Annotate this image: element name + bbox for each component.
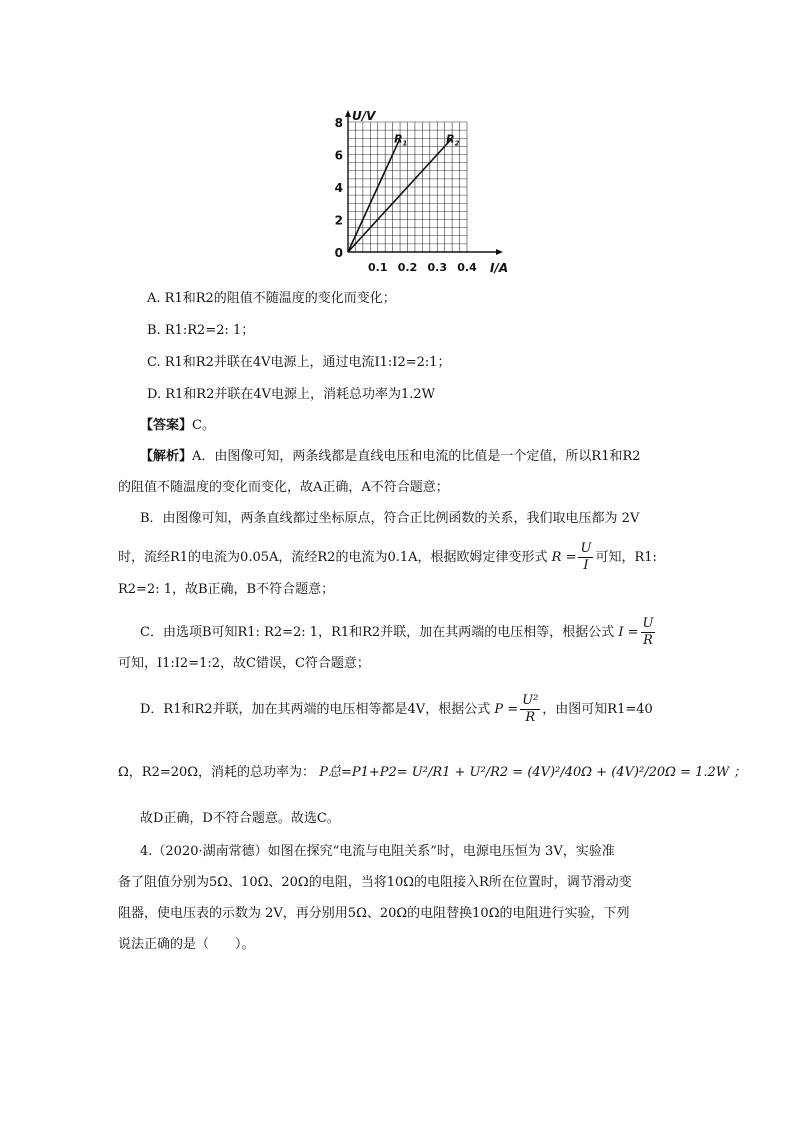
- question4-text1: 4.（2020·湖南常德）如图在探究“电流与电阻关系”时，电源电压恒为 3V，实验准: [140, 844, 615, 859]
- analysis-a-line2: [118, 478, 449, 498]
- current-formula-den: R: [643, 633, 653, 648]
- series-label-r2: $R_2$: [446, 132, 460, 148]
- current-formula-fraction: [641, 616, 656, 649]
- y-axis-arrow: [345, 110, 351, 117]
- total-power-formula: P总=P1+P2= U²/R1 + U²/R2 = (4V)²/40Ω + (4V)²/20Ω = 1.2W ；: [319, 765, 747, 780]
- analysis-b-line1: [140, 509, 639, 529]
- analysis-d-text1-pre: D．R1和R2并联，加在其两端的电压相等都是4V，根据公式: [140, 702, 491, 717]
- question4-text4: 说法正确的是（ ）。: [118, 937, 255, 952]
- series-label-sub: 2: [454, 139, 460, 148]
- y-tick-label: 6: [334, 148, 343, 163]
- analysis-d-conclusion: [140, 809, 340, 829]
- analysis-d-text1-post: ，由图可知R1=40: [542, 702, 653, 717]
- answer-label: 【答案】: [140, 418, 193, 433]
- ohm-formula-lhs: R =: [551, 550, 577, 565]
- question4-line2: [118, 873, 632, 893]
- analysis-a-text1: A．由图像可知，两条线都是直线电压和电流的比值是一个定值，所以R1和R2: [192, 449, 641, 464]
- graph-axes: [345, 110, 503, 255]
- power-formula-fraction: [520, 693, 540, 726]
- y-tick-label: 0: [334, 246, 343, 260]
- option-a-text: A. R1和R2的阻值不随温度的变化而变化；: [147, 291, 396, 306]
- analysis-d-conclusion-text: 故D正确，D不符合题意。故选C。: [140, 811, 340, 826]
- x-tick-label: 0.1: [368, 261, 388, 274]
- analysis-c-text1-pre: C．由选项B可知R1: R2=2: 1，R1和R2并联，加在其两端的电压相等，根据公式: [140, 625, 615, 640]
- power-formula-lhs: P =: [494, 702, 519, 717]
- question4-text2: 备了阻值分别为5Ω、10Ω、20Ω的电阻，当将10Ω的电阻接入R所在位置时，调节滑动变: [118, 875, 632, 890]
- x-tick-label: 0.3: [427, 261, 447, 274]
- analysis-b-text3: R2=2: 1，故B正确，B不符合题意；: [118, 582, 335, 597]
- option-c: [147, 353, 451, 373]
- u-i-graph: [330, 110, 520, 280]
- analysis-a-text2: 的阻值不随温度的变化而变化，故A正确，A不符合题意；: [118, 480, 449, 495]
- analysis-b-line3: [118, 580, 334, 600]
- option-b: [147, 321, 254, 341]
- graph-series: [348, 132, 460, 252]
- y-tick-label: 4: [334, 181, 343, 195]
- power-formula-den: R: [525, 710, 536, 725]
- option-d: [147, 385, 435, 405]
- x-axis-label: I/A: [490, 261, 509, 275]
- analysis-c-line1: [140, 615, 657, 651]
- power-formula-num: U²: [522, 693, 539, 708]
- current-formula-lhs: I =: [618, 625, 639, 640]
- question4-line4: [118, 935, 255, 955]
- y-axis-label: U/V: [352, 110, 376, 123]
- ohm-formula-den: I: [583, 558, 589, 573]
- series-label-sub: 1: [402, 139, 408, 148]
- question4-line1: [140, 842, 615, 862]
- option-d-text: D. R1和R2并联在4V电源上，消耗总功率为1.2W: [147, 387, 436, 402]
- analysis-d-text2-pre: Ω，R2=20Ω，消耗的总功率为：: [118, 765, 316, 780]
- option-c-text: C. R1和R2并联在4V电源上，通过电流I1:I2=2:1；: [147, 355, 451, 370]
- y-tick-label: 8: [334, 116, 343, 130]
- analysis-c-text2: 可知，I1:I2=1:2，故C错误，C符合题意；: [118, 656, 370, 671]
- option-b-text: B. R1:R2=2: 1；: [147, 323, 255, 338]
- ohm-formula-fraction: [578, 541, 593, 574]
- answer: [140, 416, 215, 436]
- x-tick-label: 0.2: [397, 261, 418, 274]
- analysis-b-text2-post: 可知，R1:: [595, 550, 657, 565]
- analysis-b-text1: B．由图像可知，两条直线都过坐标原点，符合正比例函数的关系，我们取电压都为 2V: [140, 511, 640, 526]
- series-label-r1: $R_1$: [394, 132, 408, 148]
- current-formula-num: U: [642, 616, 654, 631]
- analysis-d-line2: [118, 755, 746, 791]
- analysis-b-line2: [118, 540, 657, 576]
- ohm-formula-num: U: [580, 541, 592, 556]
- analysis-b-text2-pre: 时，流经R1的电流为0.05A，流经R2的电流为0.1A，根据欧姆定律变形式: [118, 550, 548, 565]
- answer-value: C。: [192, 418, 215, 433]
- option-a: [147, 289, 396, 309]
- question4-text3: 阻器，使电压表的示数为 2V，再分别用5Ω、20Ω的电阻替换10Ω的电阻进行实验，下列: [118, 906, 630, 921]
- y-tick-label: 2: [334, 213, 343, 228]
- analysis-d-line1: [140, 692, 653, 728]
- question4-line3: [118, 904, 629, 924]
- analysis-c-line2: [118, 654, 370, 674]
- x-tick-label: 0.4: [457, 261, 477, 274]
- analysis-label: 【解析】: [140, 449, 193, 464]
- analysis-a-line1: [140, 447, 641, 467]
- x-axis-arrow: [496, 249, 503, 255]
